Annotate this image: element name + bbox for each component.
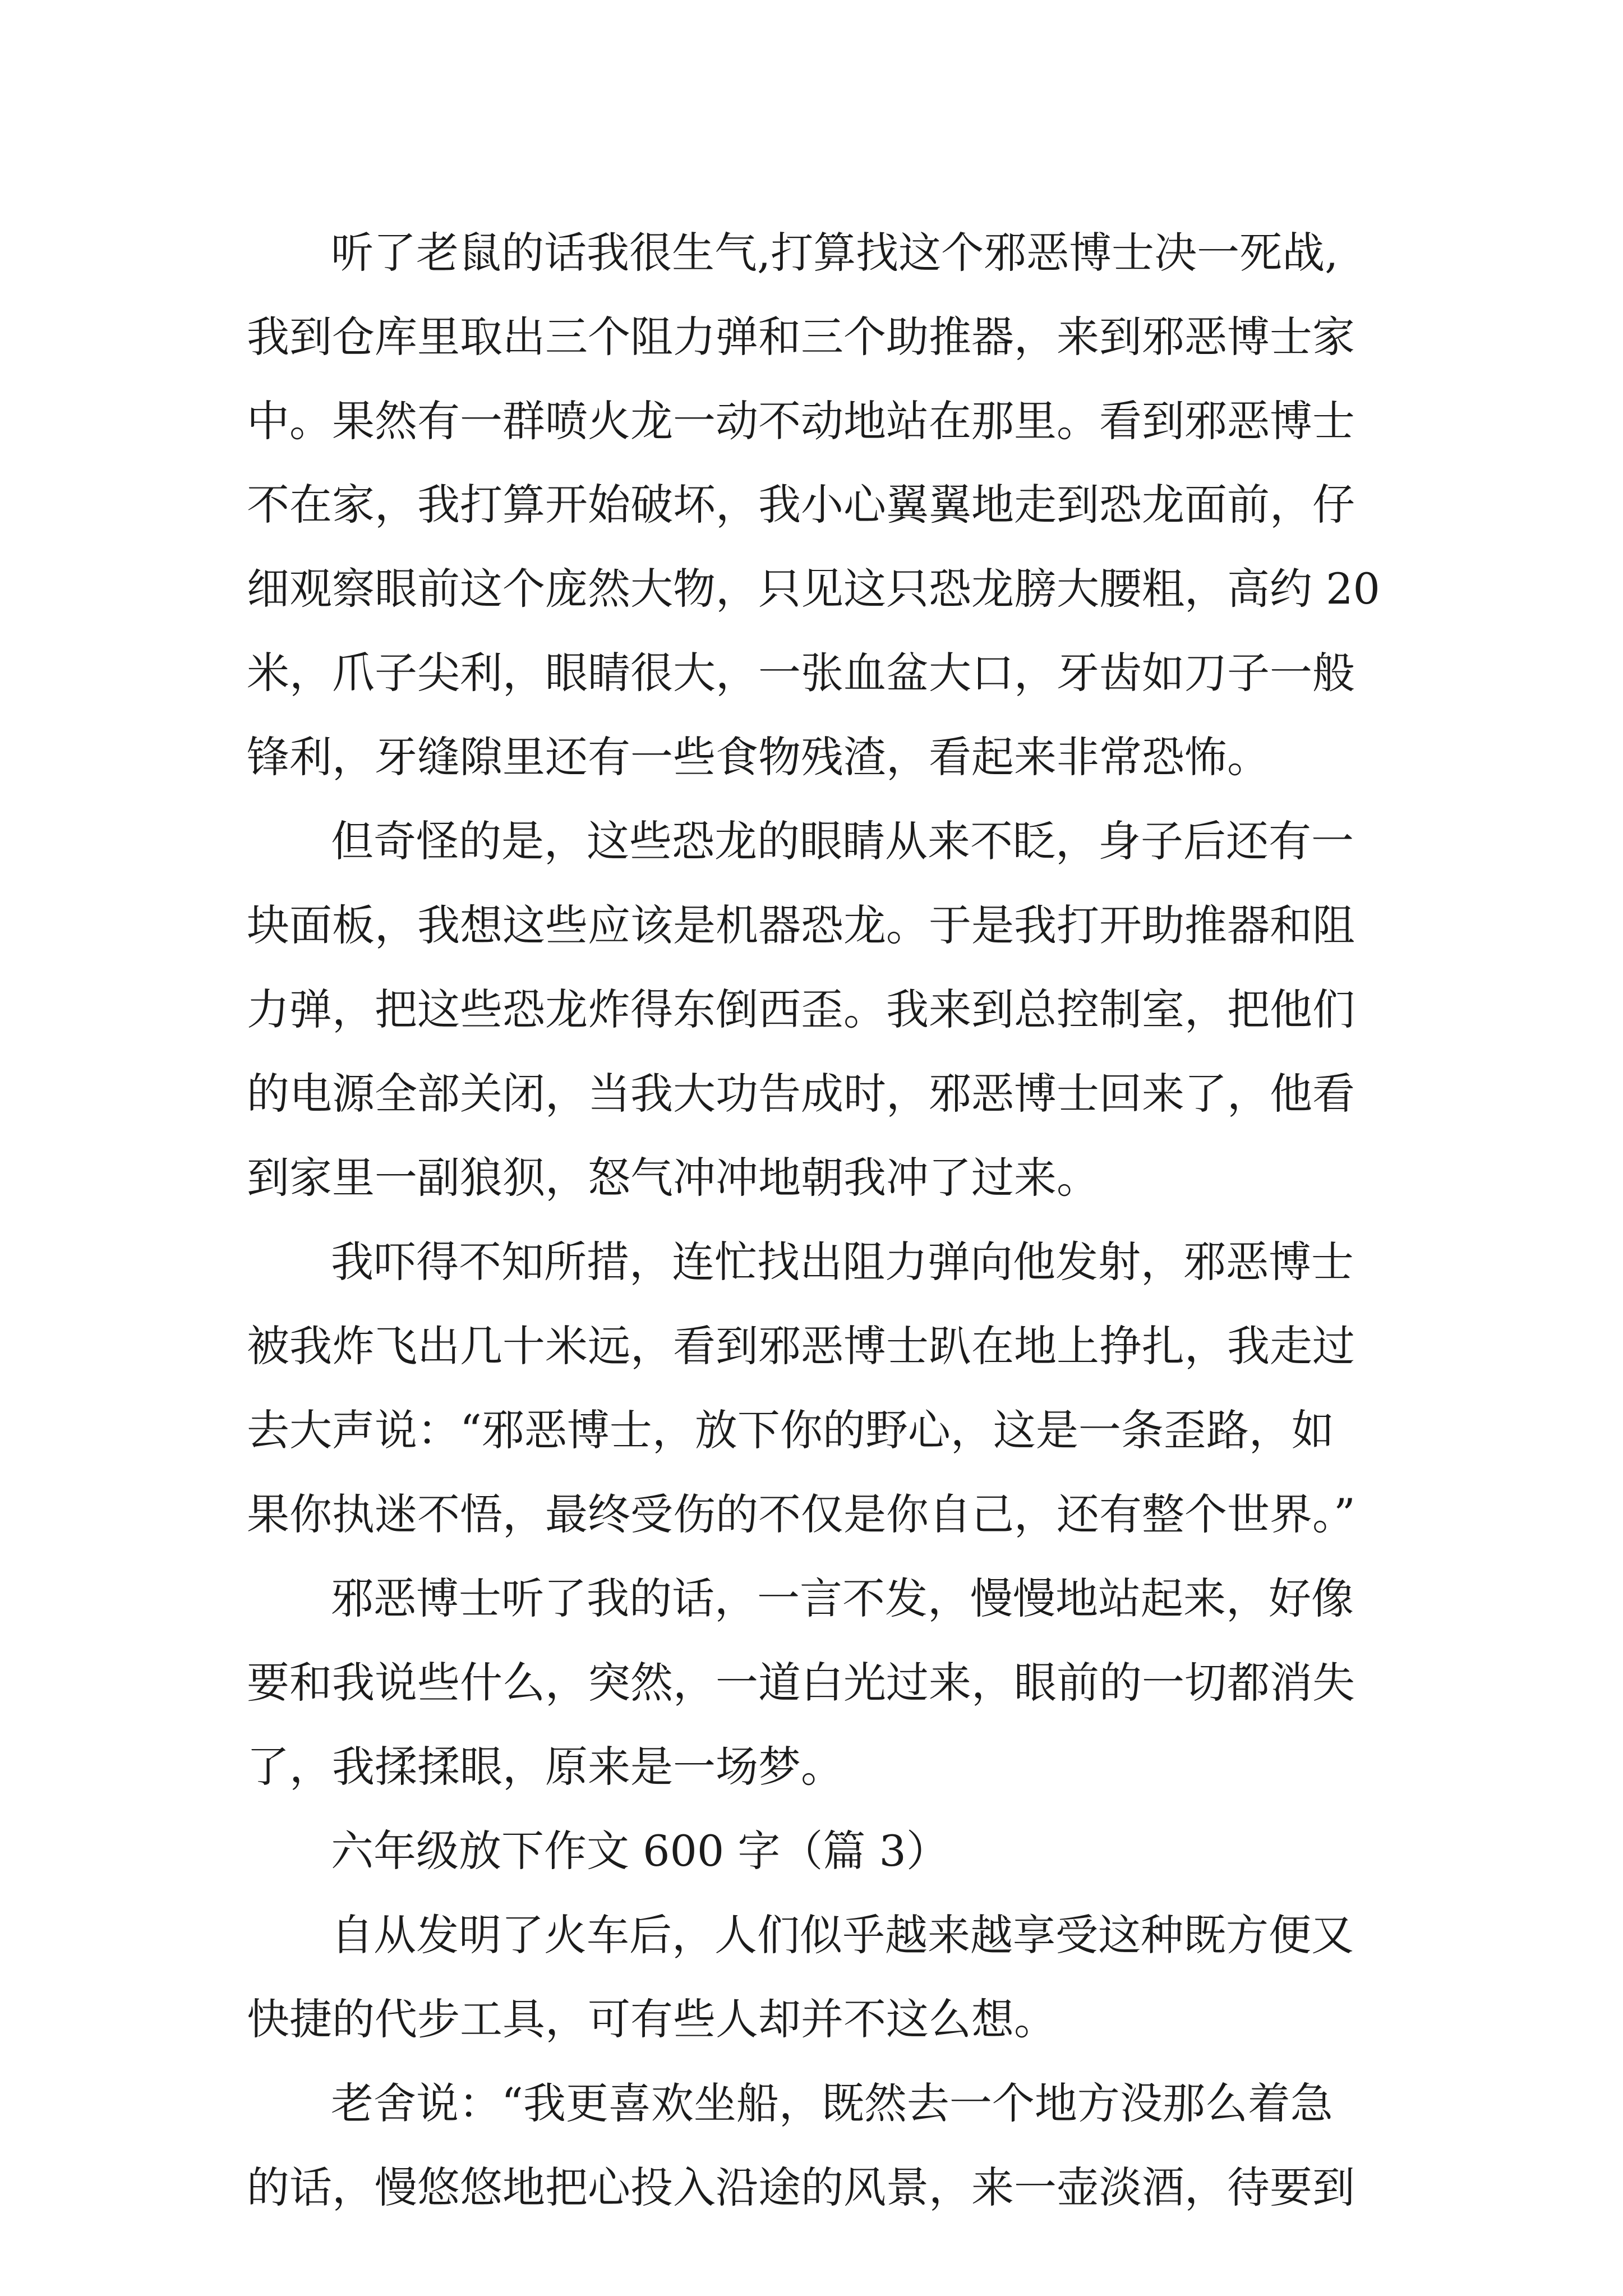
line-text: 的话，慢悠悠地把心投入沿途的风景，来一壶淡酒，待要到 xyxy=(247,2162,1355,2212)
text-line xyxy=(0,463,1623,547)
line-text: 邪恶博士听了我的话，一言不发，慢慢地站起来，好像 xyxy=(331,1573,1354,1623)
text-line xyxy=(0,1220,1623,1304)
line-text: 我到仓库里取出三个阻力弹和三个助推器，来到邪恶博士家 xyxy=(247,312,1355,362)
line-text: 了，我揉揉眼，原来是一场梦。 xyxy=(247,1742,843,1792)
text-line xyxy=(0,211,1623,295)
line-text: 不在家，我打算开始破坏，我小心翼翼地走到恐龙面前，仔 xyxy=(247,480,1355,530)
text-line xyxy=(0,1052,1623,1136)
text-line xyxy=(0,2146,1623,2230)
line-text: 锋利，牙缝隙里还有一些食物残渣，看起来非常恐怖。 xyxy=(247,732,1270,782)
text-line xyxy=(0,1557,1623,1641)
line-text: 自从发明了火车后，人们似乎越来越享受这种既方便又 xyxy=(331,1910,1354,1960)
text-line xyxy=(0,379,1623,463)
line-text: 米，爪子尖利，眼睛很大，一张血盆大口，牙齿如刀子一般 xyxy=(247,648,1355,698)
text-line xyxy=(0,715,1623,799)
line-text: 果你执迷不悟，最终受伤的不仅是你自己，还有整个世界。” xyxy=(247,1489,1355,1539)
heading-text: 六年级放下作文 600 字（篇 3） xyxy=(331,1826,949,1876)
text-line xyxy=(0,547,1623,631)
text-line xyxy=(0,884,1623,968)
line-text: 力弹，把这些恐龙炸得东倒西歪。我来到总控制室，把他们 xyxy=(247,984,1355,1034)
text-line xyxy=(0,1977,1623,2062)
text-line xyxy=(0,2062,1623,2146)
line-text: 到家里一副狼狈，怒气冲冲地朝我冲了过来。 xyxy=(247,1153,1099,1203)
text-line xyxy=(0,295,1623,379)
line-text: 老舍说：“我更喜欢坐船，既然去一个地方没那么着急 xyxy=(331,2078,1333,2128)
text-line xyxy=(0,1893,1623,1977)
text-line xyxy=(0,1473,1623,1557)
text-line xyxy=(0,1388,1623,1473)
text-line xyxy=(0,1641,1623,1725)
line-text: 块面板，我想这些应该是机器恐龙。于是我打开助推器和阻 xyxy=(247,900,1355,950)
line-text: 中。果然有一群喷火龙一动不动地站在那里。看到邪恶博士 xyxy=(247,396,1355,446)
section-heading xyxy=(0,1809,1623,1893)
text-line xyxy=(0,799,1623,884)
text-line xyxy=(0,968,1623,1052)
text-line xyxy=(0,1725,1623,1809)
text-line xyxy=(0,1136,1623,1220)
text-line xyxy=(0,631,1623,715)
line-text: 我吓得不知所措，连忙找出阻力弹向他发射，邪恶博士 xyxy=(331,1237,1354,1287)
line-text: 被我炸飞出几十米远，看到邪恶博士趴在地上挣扎，我走过 xyxy=(247,1321,1355,1371)
line-text: 的电源全部关闭，当我大功告成时，邪恶博士回来了，他看 xyxy=(247,1069,1355,1119)
line-text: 听了老鼠的话我很生气,打算找这个邪恶博士决一死战, xyxy=(331,228,1339,278)
line-text: 要和我说些什么，突然，一道白光过来，眼前的一切都消失 xyxy=(247,1658,1355,1708)
line-text: 但奇怪的是，这些恐龙的眼睛从来不眨，身子后还有一 xyxy=(331,816,1354,866)
line-text: 去大声说：“邪恶博士，放下你的野心，这是一条歪路，如 xyxy=(247,1405,1334,1455)
line-text: 细观察眼前这个庞然大物，只见这只恐龙膀大腰粗，高约 20 xyxy=(247,564,1380,614)
line-text: 快捷的代步工具，可有些人却并不这么想。 xyxy=(247,1994,1057,2044)
text-line xyxy=(0,1304,1623,1388)
